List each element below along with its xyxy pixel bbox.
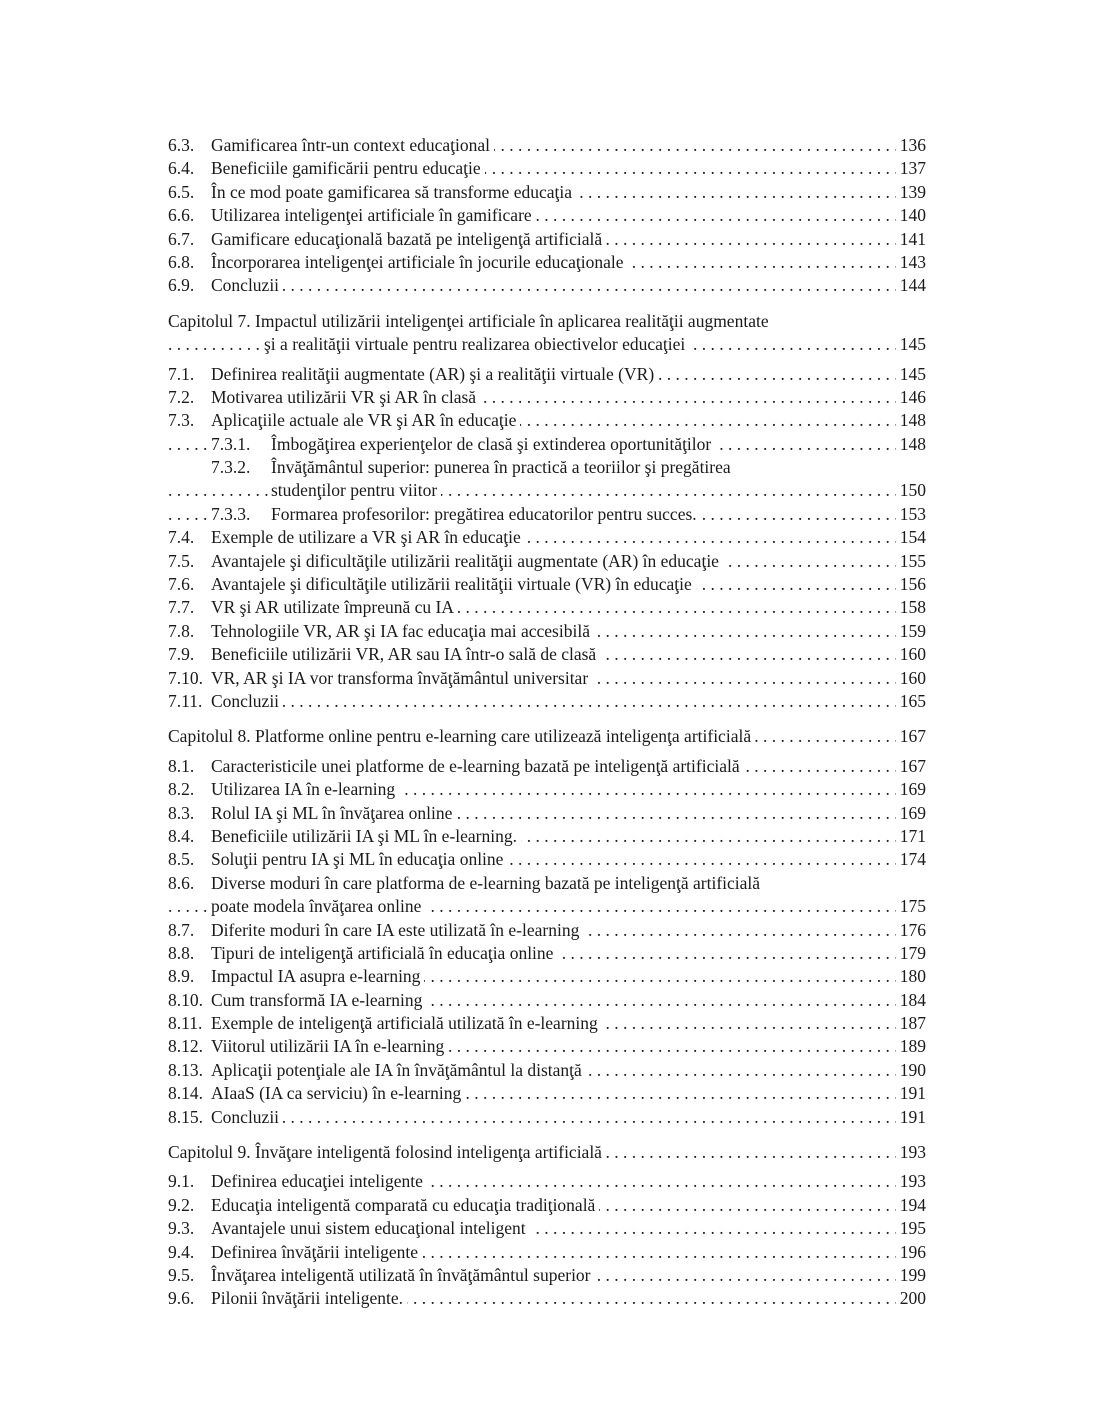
section-title: Concluzii <box>211 1106 280 1127</box>
page-number: 194 <box>896 1194 926 1217</box>
toc-entry <box>168 1217 926 1240</box>
section-title: Învăţarea inteligentă utilizată în învăţământul superior <box>211 1264 591 1285</box>
entry-title-line <box>168 690 283 713</box>
entry-title-line <box>168 643 600 666</box>
section-number: 9.5. <box>168 1264 195 1285</box>
entry-title-line <box>168 989 426 1012</box>
section-title: În ce mod poate gamificarea să transforme educaţia <box>211 181 572 202</box>
section-number: 6.6. <box>168 205 195 226</box>
page-number: 165 <box>896 690 926 713</box>
entry-title-line <box>168 1264 595 1287</box>
entry-title-line <box>168 181 576 204</box>
toc-entry <box>168 228 926 251</box>
section-number: 7.3.1. <box>211 433 251 454</box>
entry-title-line <box>168 1241 422 1264</box>
page-number: 160 <box>896 643 926 666</box>
section-title: Capitolul 9. Învăţare inteligentă folosind inteligenţa artificială <box>168 1142 602 1163</box>
entry-title-line <box>168 725 755 748</box>
toc-entry <box>168 802 926 825</box>
toc-entry <box>168 274 926 297</box>
page-number: 159 <box>896 620 926 643</box>
section-number: 8.7. <box>168 919 195 940</box>
page-number: 153 <box>896 503 926 526</box>
page-number: 179 <box>896 942 926 965</box>
entry-title-line <box>168 872 764 895</box>
entry-title-line <box>168 204 536 227</box>
page-number: 193 <box>896 1170 926 1193</box>
section-title: Definirea educaţiei inteligente <box>211 1171 423 1192</box>
section-number: 8.11. <box>168 1013 203 1034</box>
section-title: Rolul IA şi ML în învăţarea online <box>211 802 453 823</box>
section-number: 7.8. <box>168 620 195 641</box>
entry-title-line <box>271 479 441 502</box>
section-title: Soluţii pentru IA şi ML în educaţia online <box>211 849 504 870</box>
entry-title-line <box>168 1141 606 1164</box>
entry-title-line <box>211 895 425 918</box>
section-number: 7.1. <box>168 363 195 384</box>
section-number: 9.1. <box>168 1171 195 1192</box>
toc-entry <box>168 503 926 526</box>
section-number: 8.9. <box>168 966 195 987</box>
section-number: 7.4. <box>168 527 195 548</box>
toc-entry <box>168 1141 926 1164</box>
toc-entry <box>168 872 926 895</box>
page-number: 137 <box>896 157 926 180</box>
entry-title-line <box>168 778 399 801</box>
toc-entry <box>168 919 926 942</box>
section-number: 6.8. <box>168 251 195 272</box>
page-number: 145 <box>896 363 926 386</box>
page-number: 184 <box>896 989 926 1012</box>
entry-title-line <box>168 310 773 333</box>
section-title: AIaaS (IA ca serviciu) în e-learning <box>211 1083 462 1104</box>
table-of-contents <box>168 134 926 1311</box>
section-title: Beneficiile utilizării VR, AR sau IA într-o sală de clasă <box>211 644 597 665</box>
page-number: 146 <box>896 386 926 409</box>
entry-title-line <box>168 1170 427 1193</box>
toc-entry <box>168 251 926 274</box>
toc-entry <box>168 526 926 549</box>
section-title: Beneficiile gamificării pentru educaţie <box>211 158 481 179</box>
section-title: VR şi AR utilizate împreună cu IA <box>211 597 455 618</box>
section-title: Impactul IA asupra e-learning <box>211 966 421 987</box>
entry-title-line <box>168 965 424 988</box>
section-title: Tehnologiile VR, AR şi IA fac educaţia mai accesibilă <box>211 620 590 641</box>
entry-title-line <box>168 802 456 825</box>
page-number: 140 <box>896 204 926 227</box>
entry-title-line <box>168 596 458 619</box>
page-number: 167 <box>896 755 926 778</box>
toc-entry <box>168 778 926 801</box>
page-number: 169 <box>896 802 926 825</box>
entry-title-line <box>168 526 525 549</box>
section-number: 9.6. <box>168 1288 195 1309</box>
toc-entry <box>168 1012 926 1035</box>
section-number: 7.3.3. <box>211 503 251 524</box>
toc-entry <box>168 895 926 918</box>
toc-entry <box>168 667 926 690</box>
toc-entry <box>168 204 926 227</box>
page-number: 171 <box>896 825 926 848</box>
entry-title-line <box>168 1287 407 1310</box>
section-title: Utilizarea inteligenţei artificiale în gamificare <box>211 205 532 226</box>
section-title: studenţilor pentru viitor <box>271 480 438 501</box>
entry-title-line <box>168 942 557 965</box>
section-title: Exemple de utilizare a VR şi AR în educaţie <box>211 527 521 548</box>
section-title: poate modela învăţarea online <box>211 896 422 917</box>
toc-entry <box>168 333 926 356</box>
section-title: Aplicaţiile actuale ale VR şi AR în educaţie <box>211 410 517 431</box>
entry-title-line <box>168 1194 599 1217</box>
section-title: Utilizarea IA în e-learning <box>211 779 396 800</box>
section-title: Caracteristicile unei platforme de e-learning bazată pe inteligenţă artificială <box>211 755 740 776</box>
section-title: Concluzii <box>211 690 280 711</box>
toc-entry <box>168 550 926 573</box>
entry-title-line <box>168 919 583 942</box>
toc-entry <box>168 596 926 619</box>
toc-entry <box>168 1082 926 1105</box>
page-number: 187 <box>896 1012 926 1035</box>
page-number: 136 <box>896 134 926 157</box>
section-number: 7.7. <box>168 597 195 618</box>
toc-entry <box>168 643 926 666</box>
entry-title-line <box>211 433 715 456</box>
toc-entry <box>168 456 926 479</box>
page-number: 148 <box>896 433 926 456</box>
entry-title-line <box>168 848 507 871</box>
toc-entry <box>168 848 926 871</box>
section-title: Pilonii învăţării inteligente. <box>211 1288 403 1309</box>
page-number: 158 <box>896 596 926 619</box>
section-title: Definirea învăţării inteligente <box>211 1241 418 1262</box>
section-title: Îmbogăţirea experienţelor de clasă şi extinderea oportunităţilor <box>271 433 712 454</box>
toc-entry <box>168 409 926 432</box>
page-number: 190 <box>896 1059 926 1082</box>
section-title: şi a realităţii virtuale pentru realizarea obiectivelor educaţiei <box>264 334 686 355</box>
section-number: 9.3. <box>168 1218 195 1239</box>
section-number: 8.8. <box>168 942 195 963</box>
entry-title-line <box>211 456 735 479</box>
section-title: Avantajele unui sistem educaţional inteligent <box>211 1218 526 1239</box>
toc-entry <box>168 157 926 180</box>
entry-text: Capitolul 7. Impactul utilizării inteligenţei artificiale în aplicarea realităţii augmentate <box>168 310 769 331</box>
toc-entry <box>168 134 926 157</box>
section-number: 7.2. <box>168 386 195 407</box>
section-number: 7.3.2. <box>211 457 251 478</box>
section-number: 8.10. <box>168 989 203 1010</box>
page-number: 193 <box>896 1141 926 1164</box>
section-number: 6.5. <box>168 181 195 202</box>
page-number: 145 <box>896 333 926 356</box>
page-number: 156 <box>896 573 926 596</box>
section-title: VR, AR şi IA vor transforma învăţământul universitar <box>211 667 589 688</box>
page-number: 167 <box>896 725 926 748</box>
toc-entry <box>168 386 926 409</box>
section-title: Avantajele şi dificultăţile utilizării realităţii augmentate (AR) în educaţie <box>211 550 719 571</box>
toc-entry <box>168 1059 926 1082</box>
entry-title-line <box>168 409 520 432</box>
section-title: Beneficiile utilizării IA şi ML în e-learning. <box>211 825 517 846</box>
entry-title-line <box>168 363 658 386</box>
entry-title-line <box>264 333 689 356</box>
page-number: 176 <box>896 919 926 942</box>
entry-title-line <box>168 1082 465 1105</box>
section-number: 7.6. <box>168 574 195 595</box>
section-title: Cum transformă IA e-learning <box>211 989 423 1010</box>
toc-entry <box>168 1170 926 1193</box>
section-number: 6.7. <box>168 228 195 249</box>
chapter-heading <box>168 310 926 333</box>
page-number: 196 <box>896 1241 926 1264</box>
page-number: 169 <box>896 778 926 801</box>
section-title: Concluzii <box>211 275 280 296</box>
section-number: 6.9. <box>168 275 195 296</box>
page-number: 191 <box>896 1082 926 1105</box>
page-number: 144 <box>896 274 926 297</box>
section-number: 7.5. <box>168 550 195 571</box>
section-number: 9.4. <box>168 1241 195 1262</box>
toc-entry <box>168 725 926 748</box>
section-number: 7.9. <box>168 644 195 665</box>
entry-title-line <box>168 825 521 848</box>
entry-title-line <box>168 274 283 297</box>
toc-entry <box>168 1035 926 1058</box>
entry-title-line <box>168 620 594 643</box>
entry-title-line <box>168 1059 586 1082</box>
toc-entry <box>168 433 926 456</box>
section-title: Motivarea utilizării VR şi AR în clasă <box>211 386 477 407</box>
page-number: 143 <box>896 251 926 274</box>
toc-entry <box>168 965 926 988</box>
entry-title-line <box>168 1106 283 1129</box>
toc-entry <box>168 479 926 502</box>
section-title: Avantajele şi dificultăţile utilizării realităţii virtuale (VR) în educaţie <box>211 574 692 595</box>
toc-entry <box>168 942 926 965</box>
section-number: 7.10. <box>168 667 203 688</box>
toc-entry <box>168 363 926 386</box>
entry-title-line <box>168 251 628 274</box>
page-number: 180 <box>896 965 926 988</box>
entry-title-line <box>168 157 485 180</box>
toc-entry <box>168 573 926 596</box>
page-number: 141 <box>896 228 926 251</box>
entry-title-line <box>168 1217 530 1240</box>
section-number: 8.14. <box>168 1083 203 1104</box>
section-title: Diferite moduri în care IA este utilizată în e-learning <box>211 919 580 940</box>
toc-entry <box>168 755 926 778</box>
page-number: 148 <box>896 409 926 432</box>
section-number: 8.6. <box>168 872 195 893</box>
section-title: Capitolul 8. Platforme online pentru e-learning care utilizează inteligenţa artificială <box>168 726 752 747</box>
section-title: Exemple de inteligenţă artificială utilizată în e-learning <box>211 1013 598 1034</box>
toc-entry <box>168 1106 926 1129</box>
page-number: 175 <box>896 895 926 918</box>
page-number: 160 <box>896 667 926 690</box>
section-number: 8.3. <box>168 802 195 823</box>
section-number: 8.15. <box>168 1106 203 1127</box>
section-number: 8.1. <box>168 755 195 776</box>
section-title: Definirea realităţii augmentate (AR) şi a realităţii virtuale (VR) <box>211 363 655 384</box>
section-number: 7.3. <box>168 410 195 431</box>
page-number: 195 <box>896 1217 926 1240</box>
toc-entry <box>168 1287 926 1310</box>
section-title: Tipuri de inteligenţă artificială în educaţia online <box>211 942 554 963</box>
section-number: 8.4. <box>168 825 195 846</box>
entry-text: Diverse moduri în care platforma de e-learning bazată pe inteligenţă artificială <box>211 872 761 893</box>
section-number: 8.5. <box>168 849 195 870</box>
section-title: Încorporarea inteligenţei artificiale în jocurile educaţionale <box>211 251 624 272</box>
section-title: Aplicaţii potenţiale ale IA în învăţământul la distanţă <box>211 1059 582 1080</box>
section-number: 6.3. <box>168 135 195 155</box>
section-title: Gamificarea într-un context educaţional <box>211 135 491 155</box>
section-title: Gamificare educaţională bazată pe inteligenţă artificială <box>211 228 603 249</box>
entry-title-line <box>168 573 696 596</box>
section-number: 7.11. <box>168 690 203 711</box>
toc-entry <box>168 690 926 713</box>
toc-entry <box>168 989 926 1012</box>
page-number: 199 <box>896 1264 926 1287</box>
page-number: 191 <box>896 1106 926 1129</box>
section-number: 8.13. <box>168 1059 203 1080</box>
entry-text: Învăţământul superior: punerea în practică a teoriilor şi pregătirea <box>271 457 731 478</box>
toc-entry <box>168 825 926 848</box>
page-number: 200 <box>896 1287 926 1310</box>
toc-entry <box>168 181 926 204</box>
page-number: 174 <box>896 848 926 871</box>
entry-title-line <box>168 386 480 409</box>
section-number: 8.2. <box>168 779 195 800</box>
section-title: Viitorul utilizării IA în e-learning <box>211 1036 445 1057</box>
page-number: 150 <box>896 479 926 502</box>
entry-title-line <box>168 134 494 157</box>
page-number: 154 <box>896 526 926 549</box>
entry-title-line <box>168 550 723 573</box>
entry-title-line <box>168 1012 602 1035</box>
section-title: Formarea profesorilor: pregătirea educatorilor pentru succes. <box>271 503 697 524</box>
entry-title-line <box>168 755 744 778</box>
section-number: 8.12. <box>168 1036 203 1057</box>
toc-entry <box>168 1241 926 1264</box>
entry-title-line <box>168 228 606 251</box>
section-number: 6.4. <box>168 158 195 179</box>
entry-title-line <box>168 667 592 690</box>
entry-title-line <box>211 503 701 526</box>
section-number: 9.2. <box>168 1194 195 1215</box>
page-number: 189 <box>896 1035 926 1058</box>
toc-entry <box>168 1264 926 1287</box>
entry-title-line <box>168 1035 448 1058</box>
section-title: Educaţia inteligentă comparată cu educaţia tradiţională <box>211 1194 596 1215</box>
page-number: 139 <box>896 181 926 204</box>
page-number: 155 <box>896 550 926 573</box>
toc-entry <box>168 1194 926 1217</box>
toc-entry <box>168 620 926 643</box>
